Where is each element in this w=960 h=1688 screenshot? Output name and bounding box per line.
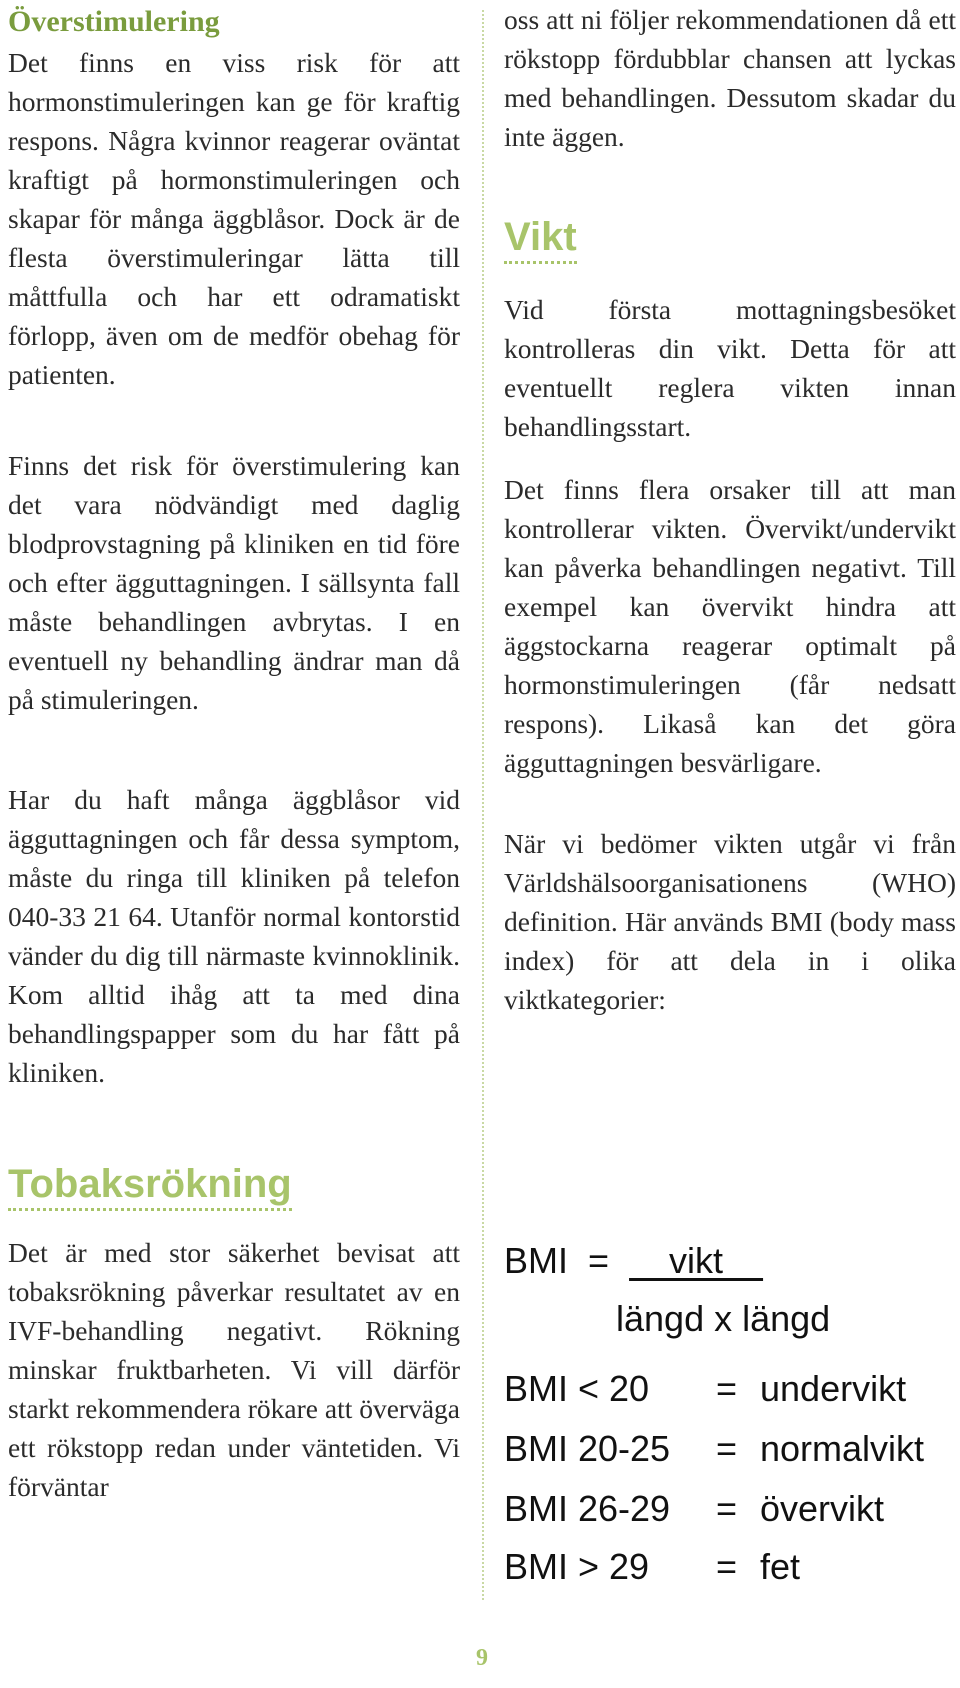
bmi-equals: =: [716, 1368, 738, 1409]
heading-overstimulering: Överstimulering: [8, 5, 220, 38]
vikt-paragraph-3: När vi bedömer vikten utgår vi från Världshälsoorganisationens (WHO) definition. Här används BMI (body mass index) för att dela in i olika viktkategorier:: [504, 828, 956, 1015]
bmi-category: normalvikt: [760, 1428, 925, 1469]
bmi-range: BMI 20-25: [504, 1428, 671, 1469]
bmi-formula-numerator: vikt: [629, 1240, 764, 1281]
tobak-continuation-paragraph: oss att ni följer rekommendationen då ett rökstopp fördubblar chansen att lyckas med behandlingen. Dessutom skadar du inte äggen.: [504, 4, 956, 152]
page-number: 9: [476, 1645, 488, 1671]
overstim-paragraph-2: Finns det risk för överstimulering kan det vara nödvändigt med daglig blodprovstagning på kliniken en tid före och efter ägguttagningen. I sällsynta fall måste behandlingen avbrytas. I en eventuell ny behandling ändrar man då på stimuleringen.: [8, 450, 460, 715]
overstim-paragraph-1: Det finns en viss risk för att hormonstimuleringen kan ge för kraftig respons. Några kvinnor reagerar oväntat kraftigt på hormonstimuleringen och skapar för många äggblåsor. Dock är de flesta överstimuleringar lätta till måttfulla och har ett odramatiskt förlopp, även om de medför obehag för patienten.: [8, 47, 460, 390]
bmi-category: övervikt: [760, 1488, 885, 1529]
bmi-formula-lhs: BMI =: [504, 1240, 630, 1281]
column-divider: [482, 10, 484, 1600]
bmi-equals: =: [716, 1546, 738, 1587]
heading-vikt: Vikt: [504, 215, 577, 264]
bmi-equals: =: [716, 1428, 738, 1469]
bmi-category: undervikt: [760, 1368, 907, 1409]
overstim-paragraph-3: Har du haft många äggblåsor vid ägguttagningen och får dessa symptom, måste du ringa till kliniken på telefon 040-33 21 64. Utanför normal kontorstid vänder du dig till närmaste kvinnoklinik. Kom alltid ihåg att ta med dina behandlingspapper som du har fått på kliniken.: [8, 784, 460, 1088]
vikt-paragraph-1: Vid första mottagningsbesöket kontrolleras din vikt. Detta för att eventuellt reglera vikten innan behandlingsstart.: [504, 294, 956, 442]
tobak-paragraph-1: Det är med stor säkerhet bevisat att tobaksrökning påverkar resultatet av en IVF-behandling negativt. Rökning minskar fruktbarheten. Vi vill därför starkt rekommendera rökare att överväga ett rökstopp redan under väntetiden. Vi förväntar: [8, 1237, 461, 1502]
bmi-range: BMI 26-29: [504, 1488, 671, 1529]
heading-tobaksrokning: Tobaksrökning: [8, 1162, 292, 1211]
bmi-row-overvikt: [504, 1488, 956, 1532]
bmi-range: BMI > 29: [504, 1546, 650, 1587]
bmi-row-undervikt: [504, 1368, 956, 1412]
bmi-row-fet: [504, 1546, 956, 1590]
bmi-row-normalvikt: [504, 1428, 956, 1472]
bmi-formula: [504, 1240, 763, 1282]
bmi-formula-denominator: längd x längd: [616, 1298, 831, 1339]
vikt-paragraph-2: Det finns flera orsaker till att man kontrollerar vikten. Övervikt/undervikt kan påverka behandlingen negativt. Till exempel kan övervikt hindra att äggstockarna reagerar optimalt på hormonstimuleringen (får nedsatt respons). Likaså kan det göra ägguttagningen besvärligare.: [504, 474, 956, 778]
bmi-category: fet: [760, 1546, 801, 1587]
bmi-equals: =: [716, 1488, 738, 1529]
bmi-range: BMI < 20: [504, 1368, 650, 1409]
